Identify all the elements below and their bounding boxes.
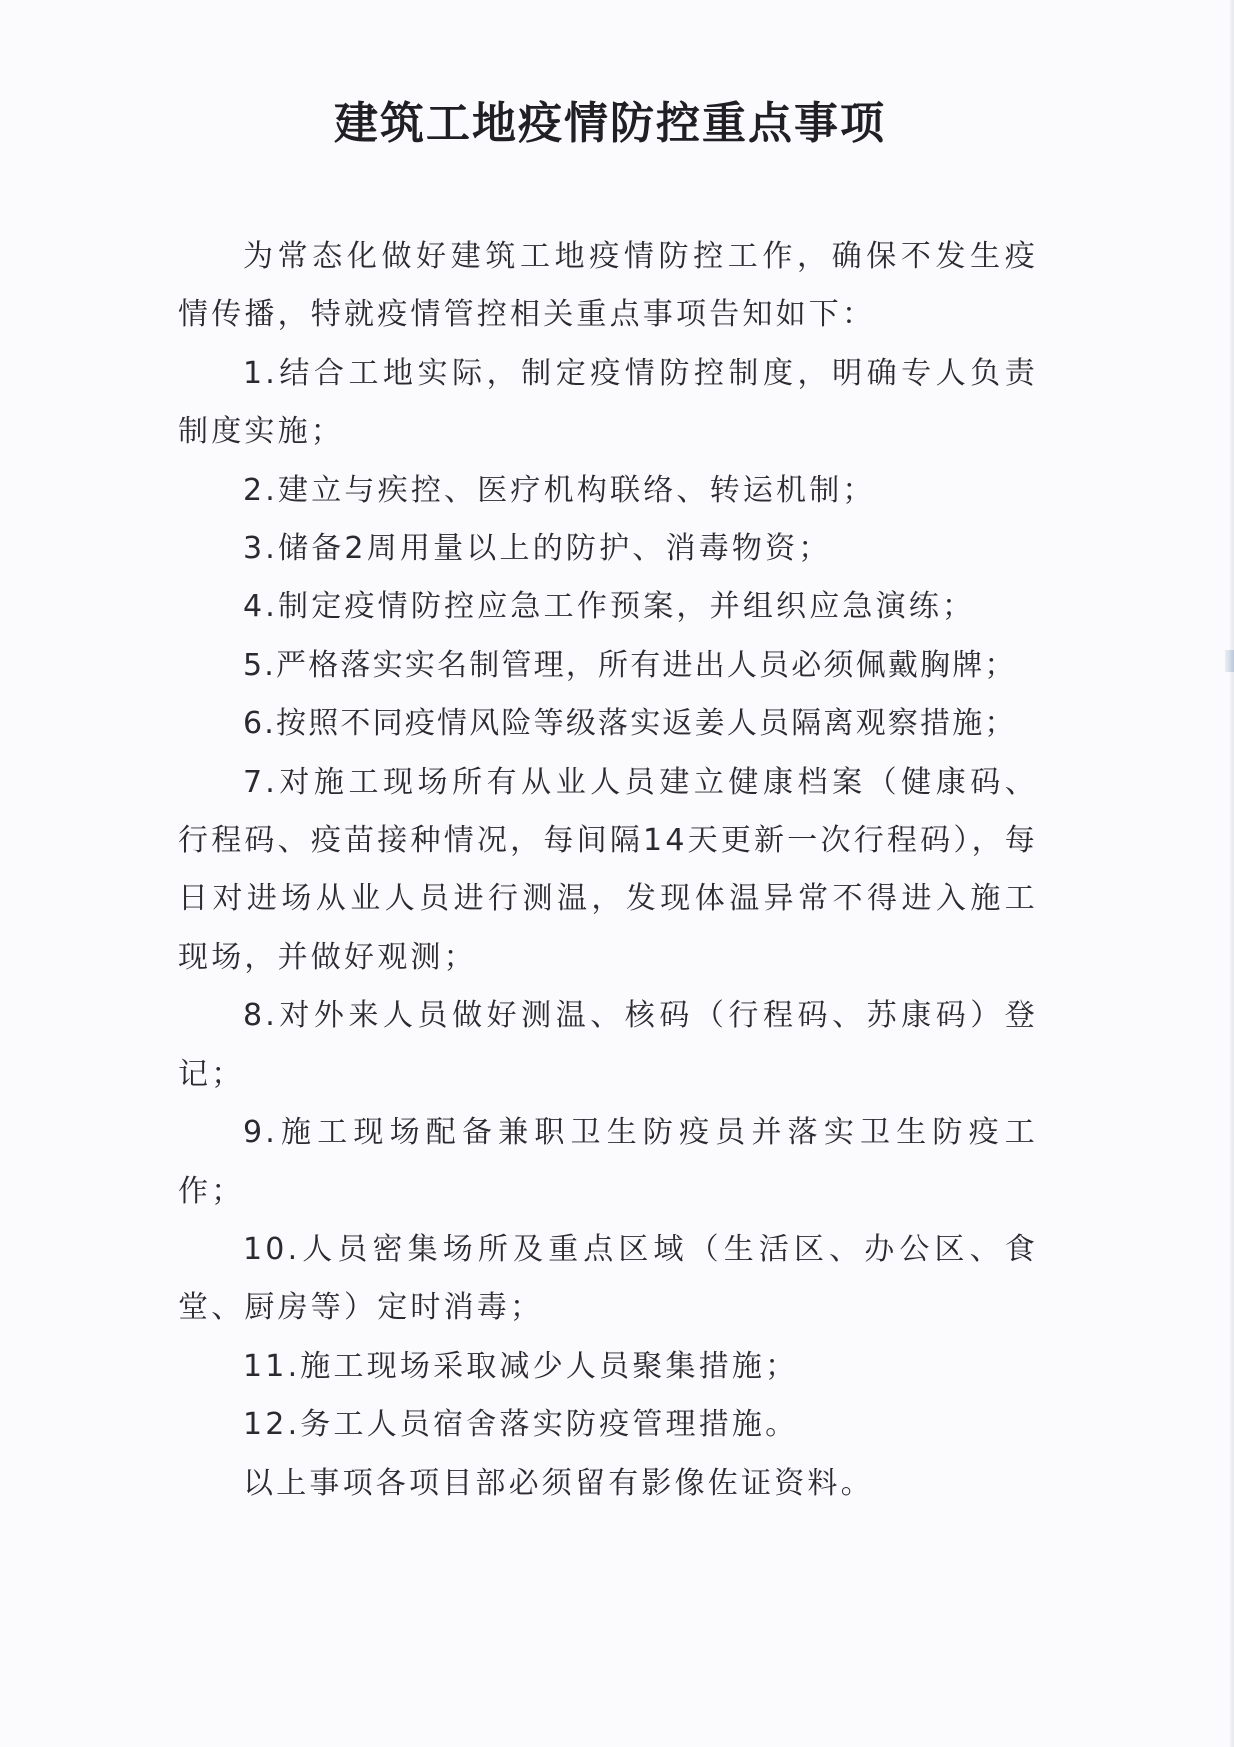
- scan-edge-mark: [1225, 650, 1234, 672]
- item-8: 8.对外来人员做好测温、核码（行程码、苏康码）登记；: [178, 998, 1038, 1092]
- item-3: 3.储备2周用量以上的防护、消毒物资；: [243, 531, 832, 567]
- document-body: [178, 228, 1038, 1513]
- item-6: 6.按照不同疫情风险等级落实返姜人员隔离观察措施；: [243, 706, 1017, 742]
- item-4: 4.制定疫情防控应急工作预案，并组织应急演练；: [243, 589, 976, 625]
- item-11: 11.施工现场采取减少人员聚集措施；: [243, 1348, 799, 1384]
- closing-paragraph: 以上事项各项目部必须留有影像佐证资料。: [243, 1465, 874, 1501]
- document-title: 建筑工地疫情防控重点事项: [334, 98, 886, 149]
- item-7: 7.对施工现场所有从业人员建立健康档案（健康码、行程码、疫苗接种情况，每间隔14天更新一次行程码），每日对进场从业人员进行测温，发现体温异常不得进入施工现场，并做好观测；: [178, 764, 1038, 975]
- item-2: 2.建立与疾控、医疗机构联络、转运机制；: [243, 472, 876, 508]
- intro-paragraph: 为常态化做好建筑工地疫情防控工作，确保不发生疫情传播，特就疫情管控相关重点事项告知如下：: [178, 239, 1038, 333]
- item-1: 1.结合工地实际，制定疫情防控制度，明确专人负责制度实施；: [178, 355, 1038, 450]
- scan-edge: [1230, 0, 1234, 1747]
- item-5: 5.严格落实实名制管理，所有进出人员必须佩戴胸牌；: [243, 647, 1017, 683]
- item-9: 9.施工现场配备兼职卫生防疫员并落实卫生防疫工作；: [178, 1115, 1038, 1209]
- item-10: 10.人员密集场所及重点区域（生活区、办公区、食堂、厨房等）定时消毒；: [178, 1231, 1038, 1326]
- item-12: 12.务工人员宿舍落实防疫管理措施。: [243, 1407, 799, 1443]
